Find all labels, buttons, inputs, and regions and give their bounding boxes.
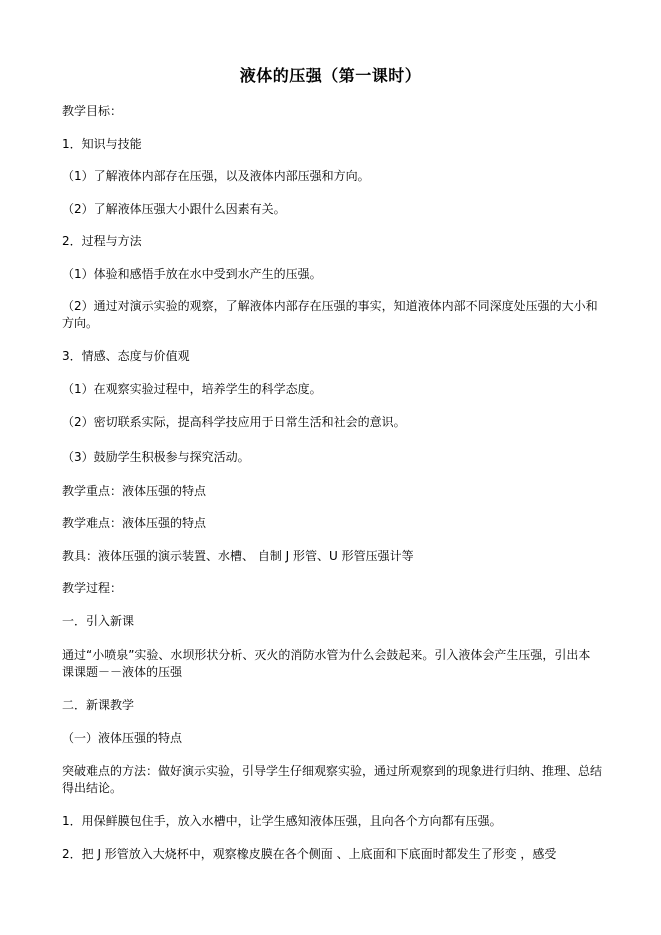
- text-line: 2．把 J 形管放入大烧杯中，观察橡皮膜在各个侧面 、上底面和下底面时都发生了形变 ，感受: [62, 847, 557, 861]
- text-line: 一．引入新课: [62, 614, 135, 628]
- text-line: （一）液体压强的特点: [62, 731, 183, 745]
- text-paragraph: 通过“小喷泉”实验、水坝形状分析、灭火的消防水管为什么会鼓起来。引入液体会产生压强，引出本课课题－－液体的压强: [62, 648, 591, 679]
- document-title: 液体的压强（第一课时）: [239, 66, 422, 85]
- text-line: 教具：液体压强的演示装置、水槽、 自制 J 形管、U 形管压强计等: [62, 549, 414, 563]
- text-line: 2．过程与方法: [62, 234, 142, 248]
- text-line: 教学重点：液体压强的特点: [62, 484, 207, 498]
- text-paragraph: （2）通过对演示实验的观察，了解液体内部存在压强的事实，知道液体内部不同深度处压强的大小和方向。: [62, 299, 598, 330]
- text-paragraph: 突破难点的方法：做好演示实验，引导学生仔细观察实验，通过所观察到的现象进行归纳、推理、总结得出结论。: [62, 764, 603, 795]
- text-line: （2）了解液体压强大小跟什么因素有关。: [62, 202, 286, 216]
- text-line: 教学过程：: [62, 581, 123, 595]
- text-line: 二．新课教学: [62, 698, 135, 712]
- text-line: 教学难点：液体压强的特点: [62, 516, 207, 530]
- text-line: （3）鼓励学生积极参与探究活动。: [62, 450, 250, 464]
- text-line: （1）了解液体内部存在压强，以及液体内部压强和方向。: [62, 169, 370, 183]
- text-line: 3．情感、态度与价值观: [62, 349, 190, 363]
- text-line: 教学目标：: [62, 104, 123, 118]
- text-line: （1）在观察实验过程中，培养学生的科学态度。: [62, 382, 322, 396]
- text-line: （2）密切联系实际，提高科学技应用于日常生活和社会的意识。: [62, 415, 406, 429]
- text-line: （1）体验和感悟手放在水中受到水产生的压强。: [62, 267, 322, 281]
- text-line: 1．用保鲜膜包住手，放入水槽中，让学生感知液体压强，且向各个方向都有压强。: [62, 814, 502, 828]
- text-line: 1．知识与技能: [62, 137, 142, 151]
